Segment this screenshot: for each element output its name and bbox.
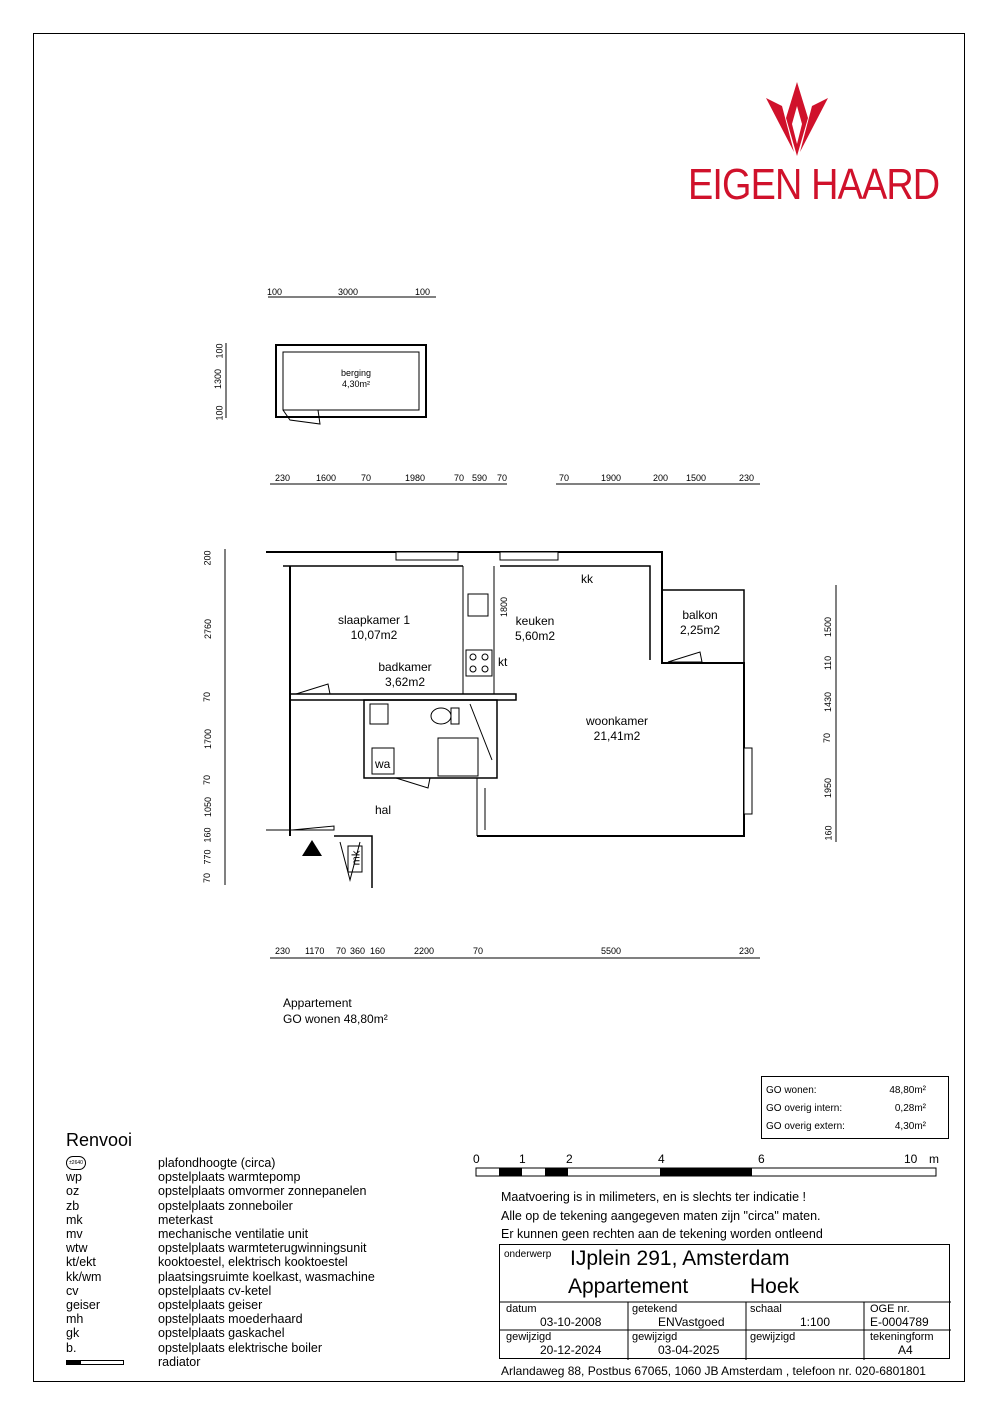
gewijzigd-value: 03-04-2025 [658,1343,720,1357]
gewijzigd-label: gewijzigd [506,1331,552,1343]
summary-label: GO overig extern: [766,1121,845,1132]
dim-text: 70 [202,691,213,703]
stove [466,650,492,676]
dim-text: 1500 [823,616,834,638]
legend-item [66,1184,406,1198]
window [500,552,558,560]
getekend-label: getekend [632,1303,678,1315]
legend-desc: kooktoestel, elektrisch kooktoestel [158,1255,348,1270]
dim-text: 100 [415,287,431,297]
disclaimer-notes [501,1188,823,1244]
dim-text: 590 [472,473,488,483]
scale-label: 10 [904,1152,918,1166]
datum-value: 03-10-2008 [540,1315,602,1329]
dim-text: 70 [202,872,213,884]
radiator-icon [66,1360,124,1365]
legend-code: geiser [66,1298,101,1312]
dim-text: 160 [823,825,834,841]
legend-item [66,1156,406,1170]
room-area: 5,60m2 [514,629,556,643]
legend-item [66,1213,406,1227]
room-label: woonkamer [585,714,649,728]
legend-code: cv [66,1283,79,1298]
legend-code: gk [66,1326,80,1341]
legend-item [66,1199,406,1213]
legend-item [66,1170,406,1184]
room-label: badkamer [378,660,432,674]
room-area: 3,62m2 [384,675,426,689]
apartment-type: Appartement [283,996,352,1010]
dim-text: 110 [823,655,834,671]
washbasin [370,704,388,724]
legend-desc: opstelplaats moederhaard [158,1312,303,1327]
dim-text: 230 [739,473,755,483]
room-label: keuken [515,614,555,628]
legend-code: kt/ekt [66,1255,96,1270]
oge-label: OGE nr. [870,1303,910,1315]
legend-item [66,1341,406,1355]
dim-text: 1980 [405,473,426,483]
legend-desc: opstelplaats elektrische boiler [158,1340,322,1355]
legend-desc: plaatsingsruimte koelkast, wasmachine [158,1269,375,1284]
schaal-value: 1:100 [800,1315,831,1329]
legend-desc: opstelplaats warmtepomp [158,1170,301,1185]
legend-item [66,1298,406,1312]
summary-row [766,1103,926,1117]
dim-text: 360 [350,946,366,956]
datum-label: datum [506,1303,537,1315]
dim-text: 70 [822,732,833,744]
room-area: 21,41m2 [593,729,641,743]
onderwerp-label: onderwerp [504,1249,552,1260]
legend-title: Renvooi [66,1130,133,1150]
dwelling-variant: Hoek [750,1275,800,1298]
room-label: hal [375,803,392,817]
window [744,748,752,814]
dim-text: 160 [370,946,386,956]
bathroom-door [396,778,430,788]
legend-code: zb [66,1198,80,1213]
legend-desc: opstelplaats gaskachel [158,1326,285,1341]
dim-text: 70 [454,473,465,483]
room-label: slaapkamer 1 [337,613,411,627]
hall-wall [477,778,485,836]
room-area: 10,07m2 [350,628,398,642]
oge-value: E-0004789 [870,1315,929,1329]
gewijzigd-label: gewijzigd [750,1331,796,1343]
summary-row [766,1085,926,1099]
mk-label: mk [350,850,363,866]
dim-text: 100 [214,405,225,421]
legend-item [66,1255,406,1269]
dim-text: 100 [214,343,225,359]
ceiling-height-icon: ±2640 [66,1156,86,1170]
legend-desc: plafondhoogte (circa) [158,1156,276,1170]
dim-text: 1430 [823,691,834,713]
legend-desc: opstelplaats zonneboiler [158,1198,293,1213]
legend-item [66,1227,406,1241]
legend-item [66,1355,406,1369]
dim-text: 230 [739,946,755,956]
dim-text: 230 [275,473,291,483]
dim-text: 5500 [601,946,622,956]
legend-code: mv [66,1227,83,1241]
gewijzigd-label: gewijzigd [632,1331,678,1343]
legend-code: kk/wm [66,1269,102,1284]
scale-label: 2 [566,1152,573,1166]
toilet-tank [451,708,459,724]
kk-label: kk [581,572,593,586]
scale-bar [470,1150,950,1190]
legend [66,1130,132,1155]
summary-value: 48,80m² [889,1085,926,1096]
scale-label: 4 [658,1152,665,1166]
dim-text: 1170 [305,946,325,956]
legend-item [66,1270,406,1284]
dim-text: 1950 [823,777,834,799]
dim-text: 70 [336,946,347,956]
note-line: Er kunnen geen rechten aan de tekening worden ontleend [501,1227,823,1241]
kitchen-sink [468,594,488,616]
dim-text: 770 [202,849,213,865]
legend-item [66,1326,406,1340]
dim-text: 230 [275,946,291,956]
schaal-label: schaal [750,1303,782,1315]
dim-text: 1700 [203,728,214,750]
entrance-arrow-icon [302,840,322,856]
note-line: Alle op de tekening aangegeven maten zijn "circa" maten. [501,1208,821,1223]
legend-desc: radiator [158,1354,201,1369]
dim-text: 1050 [203,796,214,818]
dim-text: 70 [361,473,372,483]
summary-label: GO overig intern: [766,1103,843,1114]
legend-item [66,1241,406,1255]
berging-area: 4,30m² [341,379,370,389]
legend-desc: opstelplaats omvormer zonnepanelen [158,1184,367,1199]
gewijzigd-value: 20-12-2024 [540,1343,602,1357]
dim-text: 1300 [213,368,224,390]
note-line: Maatvoering is in milimeters, en is slechts ter indicatie ! [501,1190,806,1204]
title-block [499,1244,950,1359]
dim-text: 2760 [203,618,214,640]
dim-text: 100 [267,287,283,297]
dim-text: 2200 [414,946,435,956]
dim-text: 200 [202,550,213,566]
brand-name: EIGEN HAARD [688,160,940,209]
kitchen-counter [463,566,494,694]
address: IJplein 291, Amsterdam [570,1247,790,1270]
shower [438,738,478,776]
legend-code: wp [66,1170,82,1185]
window [396,552,458,560]
scale-unit: m [929,1152,939,1166]
dim-text: 1900 [601,473,622,483]
bedroom-wall [290,694,516,700]
scale-label: 0 [473,1152,480,1166]
balcony-door [668,652,702,662]
legend-code: mk [66,1212,83,1227]
dim-text: 70 [559,473,570,483]
room-label: balkon [682,608,718,622]
legend-item [66,1284,406,1298]
summary-row [766,1121,926,1135]
dim-text: 1800 [499,596,510,618]
bedroom-door [296,684,330,694]
getekend-value: ENVastgoed [658,1315,725,1329]
toilet [431,708,451,724]
summary-value: 4,30m² [894,1121,926,1132]
wa-label: wa [375,757,391,771]
dim-text: 1500 [686,473,707,483]
footer-address: Arlandaweg 88, Postbus 67065, 1060 JB Amsterdam , telefoon nr. 020-6801801 [501,1364,926,1378]
legend-code: oz [66,1184,80,1199]
summary-label: GO wonen: [766,1085,817,1096]
legend-desc: mechanische ventilatie unit [158,1227,309,1241]
dim-text: 70 [202,774,213,786]
dim-text: 3000 [338,287,359,297]
dim-text: 70 [473,946,484,956]
dwelling-type: Appartement [568,1275,689,1298]
legend-desc: opstelplaats cv-ketel [158,1283,272,1298]
legend-desc: opstelplaats geiser [158,1298,263,1312]
room-area: 2,25m2 [679,623,721,637]
scale-label: 1 [519,1152,526,1166]
format-label: tekeningform [870,1331,934,1343]
legend-code: wtw [66,1241,88,1256]
scale-label: 6 [758,1152,765,1166]
berging-label: berging [340,368,372,378]
dim-text: 200 [653,473,669,483]
dim-text: 70 [497,473,508,483]
legend-code: b. [66,1340,77,1355]
legend-item [66,1312,406,1326]
legend-code: mh [66,1312,84,1327]
legend-desc: opstelplaats warmteterugwinningsunit [158,1241,367,1256]
dim-text: 160 [202,827,213,843]
summary-value: 0,28m² [894,1103,926,1114]
kt-label: kt [498,655,508,669]
front-door [290,826,334,830]
dim-text: 1600 [316,473,337,483]
legend-desc: meterkast [158,1212,213,1227]
area-summary [761,1076,949,1139]
format-value: A4 [898,1343,913,1357]
apartment-area: GO wonen 48,80m² [283,1012,388,1026]
